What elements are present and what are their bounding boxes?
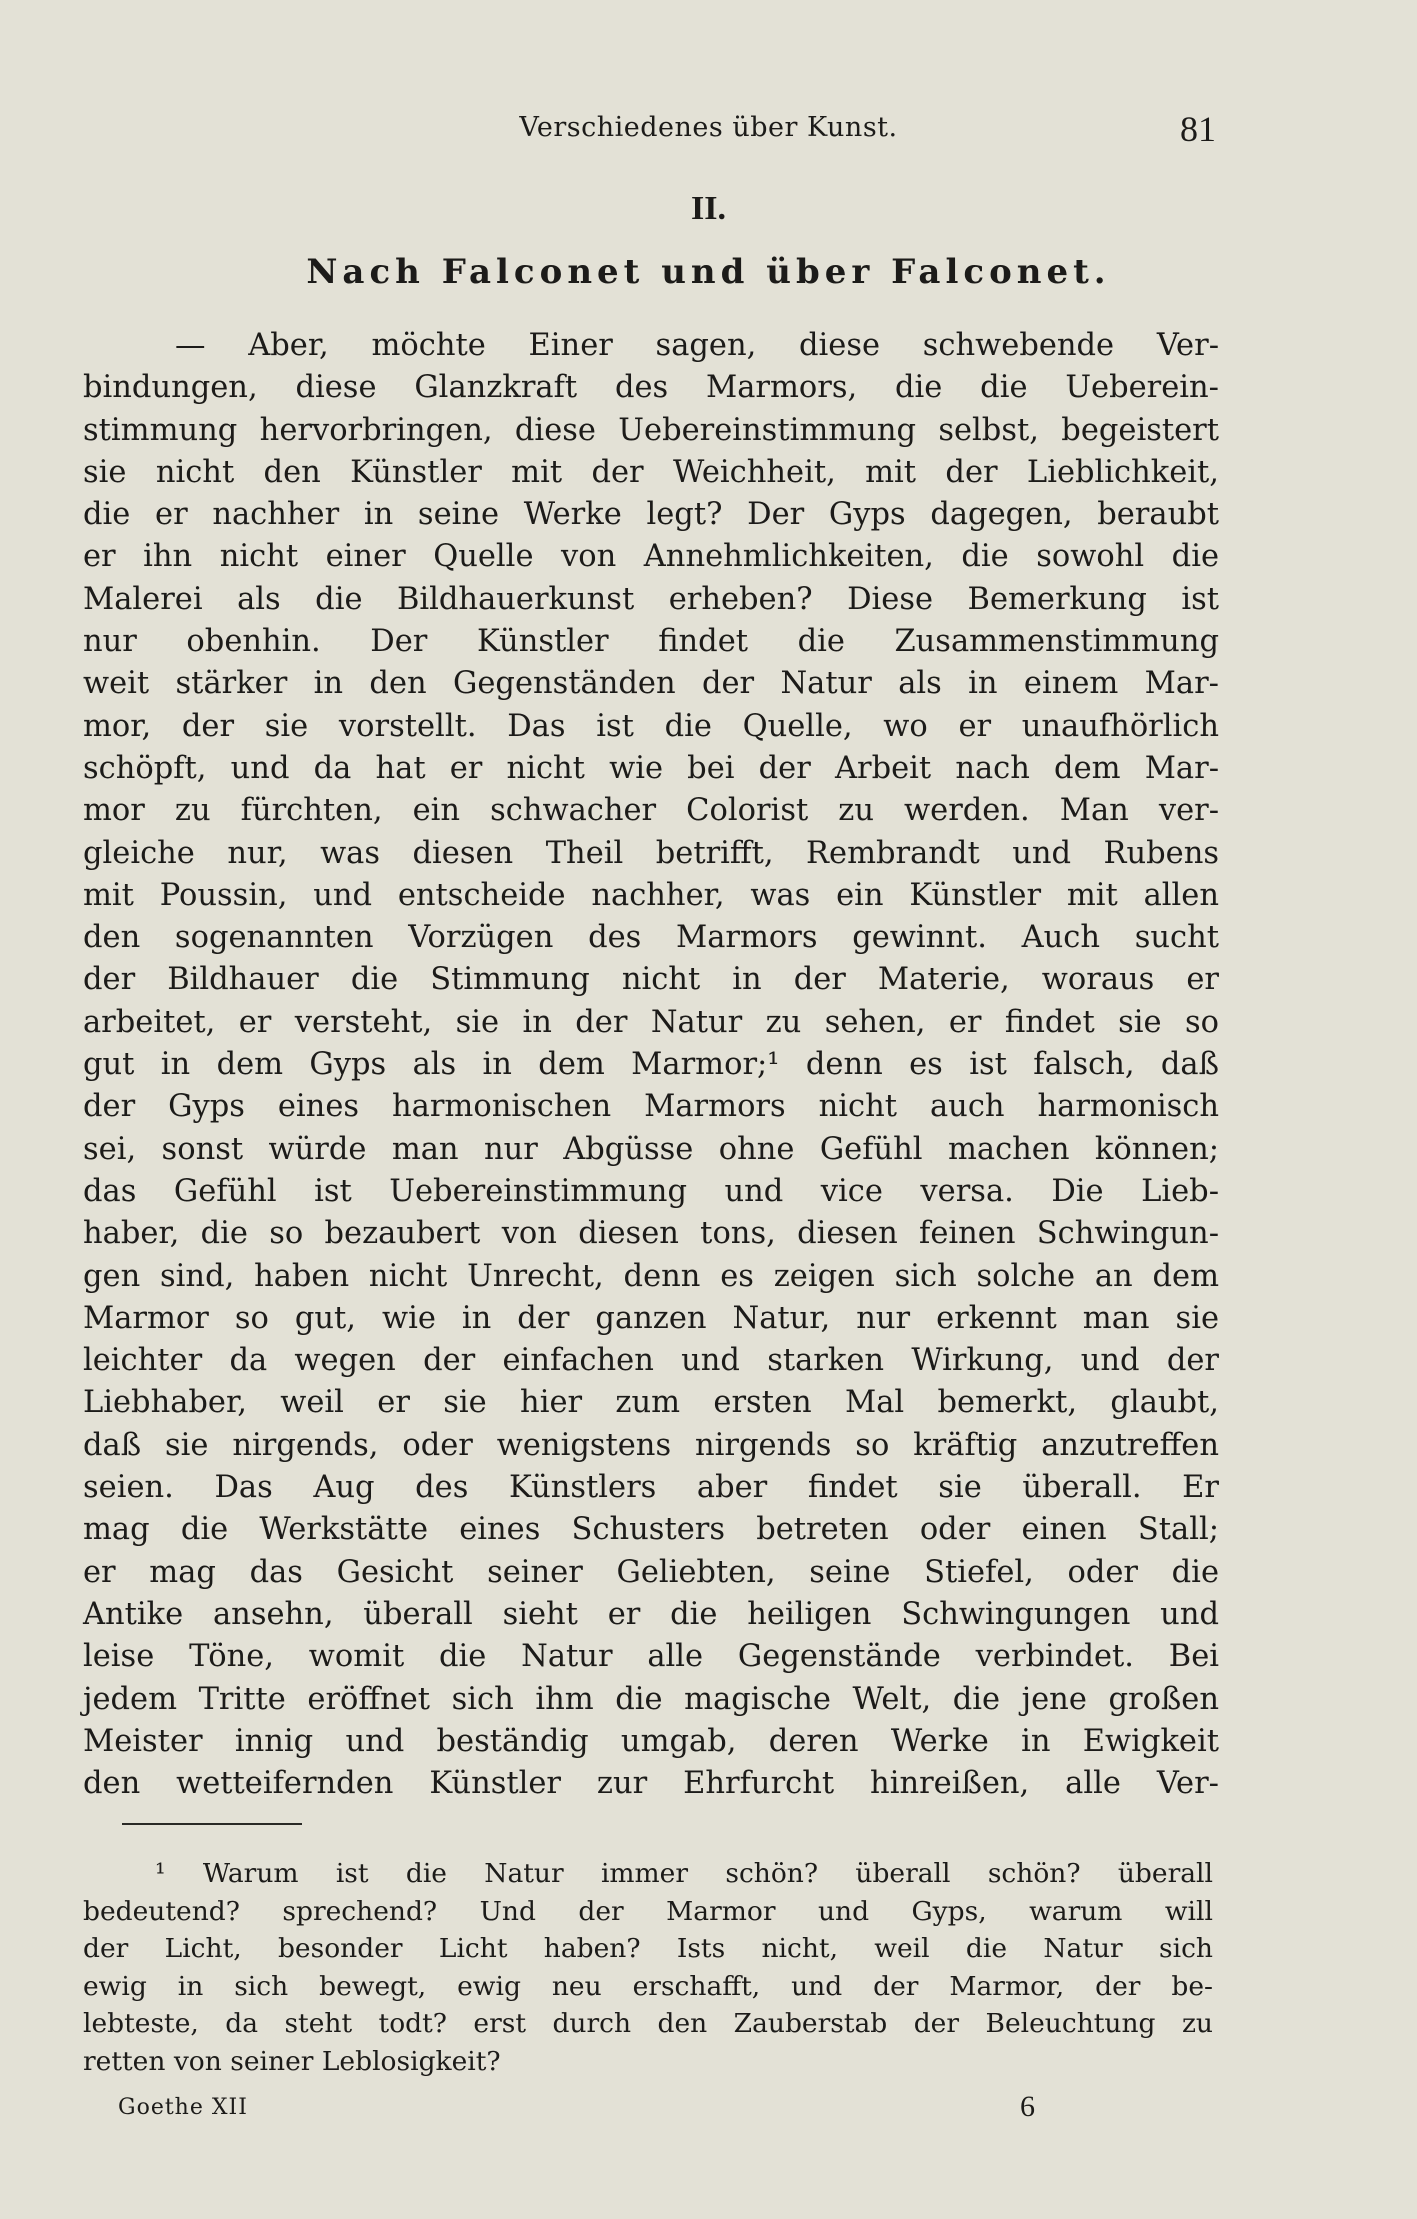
body-line: weit stärker in den Gegenständen der Natur als in einem Mar- [83,666,1219,702]
body-line: das Gefühl ist Uebereinstimmung und vice versa. Die Lieb- [83,1173,1219,1209]
body-line: den sogenannten Vorzügen des Marmors gewinnt. Auch sucht [83,920,1219,956]
printer-signature: Goethe XII [118,2095,248,2120]
sheet-number: 6 [1020,2090,1035,2123]
body-line: Antike ansehn, überall sieht er die heiligen Schwingungen und [83,1596,1219,1632]
section-number: II. [691,190,726,227]
body-line: Malerei als die Bildhauerkunst erheben? Diese Bemerkung ist [83,581,1219,617]
body-line: arbeitet, er versteht, sie in der Natur zu sehen, er findet sie so [83,1004,1219,1040]
body-line: sei, sonst würde man nur Abgüsse ohne Gefühl machen können; [83,1131,1219,1167]
body-line: mit Poussin, und entscheide nachher, was ein Künstler mit allen [83,877,1219,913]
footnote-line: ewig in sich bewegt, ewig neu erschafft, und der Marmor, der be- [83,1970,1213,2002]
body-line: daß sie nirgends, oder wenigstens nirgends so kräftig anzutreffen [83,1427,1219,1463]
body-line: nur obenhin. Der Künstler findet die Zusammenstimmung [83,624,1219,660]
body-line: schöpft, und da hat er nicht wie bei der Arbeit nach dem Mar- [83,750,1219,786]
body-line: mor zu fürchten, ein schwacher Colorist zu werden. Man ver- [83,793,1219,829]
body-line: mag die Werkstätte eines Schusters betreten oder einen Stall; [83,1512,1219,1548]
body-line: stimmung hervorbringen, diese Uebereinstimmung selbst, begeistert [83,412,1219,448]
body-line: die er nachher in seine Werke legt? Der Gyps dagegen, beraubt [83,497,1219,533]
page-number: 81 [1180,109,1216,149]
body-line: haber, die so bezaubert von diesen tons, diesen feinen Schwingun- [83,1216,1219,1252]
body-line: jedem Tritte eröffnet sich ihm die magische Welt, die jene großen [83,1681,1219,1717]
body-line: Liebhaber, weil er sie hier zum ersten Mal bemerkt, glaubt, [83,1385,1219,1421]
body-line: Marmor so gut, wie in der ganzen Natur, nur erkennt man sie [83,1300,1219,1336]
body-text [83,325,1219,1805]
footnote-line: ¹ Warum ist die Natur immer schön? überall schön? überall [155,1858,1213,1889]
body-line: — Aber, möchte Einer sagen, diese schwebende Ver- [175,328,1219,363]
body-line: der Gyps eines harmonischen Marmors nicht auch harmonisch [83,1089,1219,1125]
body-line: der Bildhauer die Stimmung nicht in der Materie, woraus er [83,962,1219,998]
body-line: seien. Das Aug des Künstlers aber findet sie überall. Er [83,1470,1219,1506]
body-line: gen sind, haben nicht Unrecht, denn es zeigen sich solche an dem [83,1258,1219,1294]
footnote-line: der Licht, besonder Licht haben? Ists nicht, weil die Natur sich [83,1933,1213,1965]
body-line: er mag das Gesicht seiner Geliebten, seine Stiefel, oder die [83,1554,1219,1590]
running-head: Verschiedenes über Kunst. [519,112,898,143]
body-line: sie nicht den Künstler mit der Weichheit, mit der Lieblichkeit, [83,454,1219,490]
body-line: leise Töne, womit die Natur alle Gegenstände verbindet. Bei [83,1639,1219,1675]
body-line: leichter da wegen der einfachen und starken Wirkung, und der [83,1343,1219,1379]
body-line: er ihn nicht einer Quelle von Annehmlichkeiten, die sowohl die [83,539,1219,575]
body-line: den wetteifernden Künstler zur Ehrfurcht hinreißen, alle Ver- [83,1766,1219,1802]
body-line: gleiche nur, was diesen Theil betrifft, Rembrandt und Rubens [83,835,1219,871]
footnote-line: lebteste, da steht todt? erst durch den Zauberstab der Beleuchtung zu [83,2008,1213,2040]
footnote [83,1855,1213,2081]
body-line: Meister innig und beständig umgab, deren Werke in Ewigkeit [83,1723,1219,1759]
body-line: bindungen, diese Glanzkraft des Marmors, die die Ueberein- [83,370,1219,406]
body-line: gut in dem Gyps als in dem Marmor;¹ denn es ist falsch, daß [83,1047,1219,1083]
footnote-divider [122,1823,302,1825]
footnote-line: bedeutend? sprechend? Und der Marmor und Gyps, warum will [83,1895,1213,1927]
footnote-line: retten von seiner Leblosigkeit? [83,2045,501,2077]
section-title: Nach Falconet und über Falconet. [306,252,1111,292]
body-line: mor, der sie vorstellt. Das ist die Quelle, wo er unaufhörlich [83,708,1219,744]
